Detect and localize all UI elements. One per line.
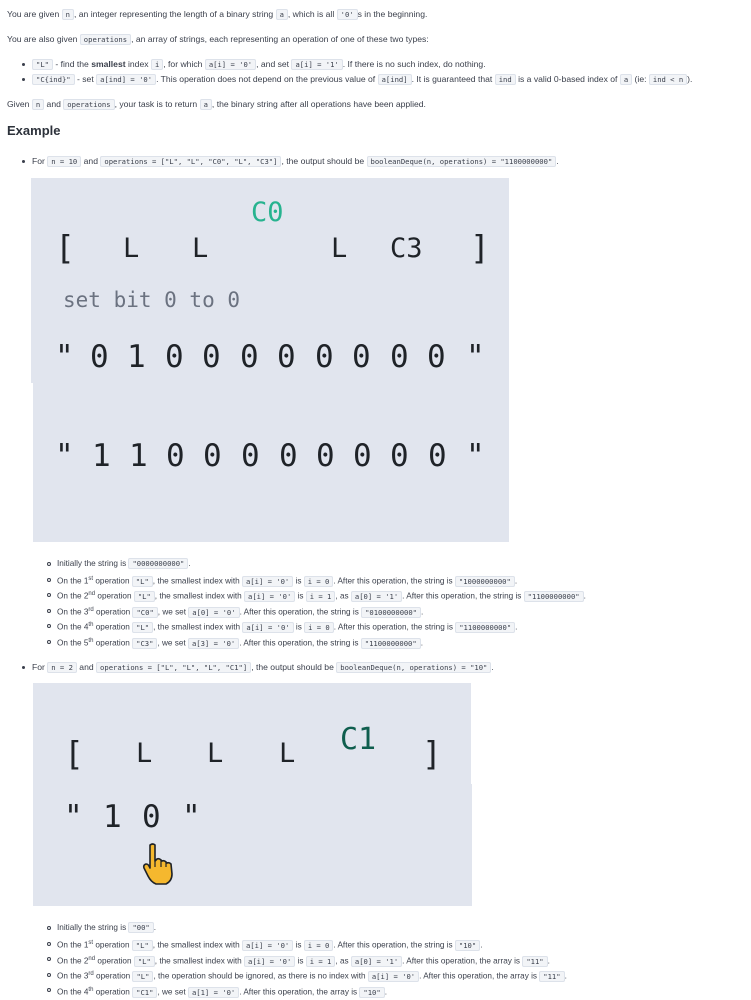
string-before-quote: " (466, 339, 485, 375)
sub-bullet (47, 942, 51, 946)
ex2-step-4: On the 4th operation "C1" , we set a[1] = '0' . After this operation, the array is "10" . (57, 987, 387, 997)
ex2-step-3: On the 3rd operation "L" , the operation should be ignored, as there is no index with a[i] = '0' . After this operation, the array is "11" . (57, 971, 567, 981)
sub-bullet (47, 578, 51, 582)
sub-bullet (47, 640, 51, 644)
bit-before: 0 (427, 339, 446, 375)
operations-close-bracket: ] (470, 228, 490, 267)
bit-after: 0 (428, 438, 447, 474)
ex1-step-1: On the 1st operation "L" , the smallest index with a[i] = '0' is i = 0 . After this operation, the string is "1000000000" . (57, 576, 518, 586)
bit-after: 0 (390, 438, 409, 474)
sub-bullet (47, 926, 51, 930)
ex2-step-2: On the 2nd operation "L" , the smallest index with a[i] = '0' is i = 1 , as a[0] = '1' . After this operation, the array is "11" . (57, 956, 550, 966)
bit-after: 0 (353, 438, 372, 474)
operations-open-bracket: [ (55, 228, 75, 267)
ex2-step-0: Initially the string is "00" . (57, 923, 157, 932)
string-quote: " (182, 799, 201, 835)
operation-label: L (331, 233, 348, 264)
ex1-step-5: On the 5th operation "C3" , we set a[3] = '0' . After this operation, the string is "1100000000" . (57, 638, 423, 648)
operation-label-active: C1 (340, 722, 377, 757)
ex1-step-0: Initially the string is "0000000000" . (57, 559, 191, 568)
operations-close-bracket: ] (422, 734, 442, 773)
bit-after: 1 (129, 438, 148, 474)
operation-label: L (207, 738, 224, 769)
bit: 1 (103, 799, 122, 835)
operation-label: L (136, 738, 153, 769)
bit-after: 1 (92, 438, 111, 474)
bullet (22, 78, 25, 81)
sub-bullet (47, 624, 51, 628)
operation-type-c: "C{ind}" - set a[ind] = '0' . This operation does not depend on the previous value of a[ind] . It is guaranteed that ind is a valid 0-based index of a (ie: ind < n ). (32, 73, 692, 86)
bit-before: 0 (277, 339, 296, 375)
ex2-step-1: On the 1st operation "L" , the smallest index with a[i] = '0' is i = 0 . After this operation, the string is "10" . (57, 940, 483, 950)
bit-after: 0 (241, 438, 260, 474)
operation-label: L (279, 738, 296, 769)
bit-after: 0 (316, 438, 335, 474)
string-after-quote: " (466, 438, 485, 474)
intro-paragraph-2: You are also given operations , an array of strings, each representing an operation of one of these two types: (7, 34, 429, 44)
example-1-line: For n = 10 and operations = ["L", "L", "C0", "L", "C3"] , the output should be booleanDeque(n, operations) = "1100000000" . (32, 156, 559, 166)
operation-type-l: "L" - find the smallest index i , for which a[i] = '0' , and set a[i] = '1' . If there is no such index, do nothing. (32, 58, 486, 71)
operation-label: L (123, 233, 140, 264)
string-after-quote: " (55, 438, 74, 474)
sub-bullet (47, 593, 51, 597)
bit: 0 (142, 799, 161, 835)
intro-paragraph-1: You are given n , an integer representing the length of a binary string a , which is all '0' s in the beginning. (7, 9, 428, 19)
sub-bullet (47, 973, 51, 977)
string-before-quote: " (55, 339, 74, 375)
bit-after: 0 (166, 438, 185, 474)
bit-before: 0 (315, 339, 334, 375)
pointer-hand-icon (141, 842, 177, 886)
sub-bullet (47, 609, 51, 613)
bit-after: 0 (279, 438, 298, 474)
ex1-step-2: On the 2nd operation "L" , the smallest index with a[i] = '0' is i = 1 , as a[0] = '1' . After this operation, the string is "1100000000" . (57, 591, 586, 601)
example-heading: Example (7, 123, 61, 138)
bit-before: 1 (127, 339, 146, 375)
bit-before: 0 (390, 339, 409, 375)
sub-bullet (47, 957, 51, 961)
bit-before: 0 (165, 339, 184, 375)
sub-bullet (47, 562, 51, 566)
bullet (22, 63, 25, 66)
operation-label: L (192, 233, 209, 264)
bit-before: 0 (352, 339, 371, 375)
operation-caption: set bit 0 to 0 (63, 288, 241, 312)
ex1-step-4: On the 4th operation "L" , the smallest index with a[i] = '0' is i = 0 . After this operation, the string is "1100000000" . (57, 622, 518, 632)
bit-before: 0 (90, 339, 109, 375)
ex1-step-3: On the 3rd operation "C0" , we set a[0] = '0' . After this operation, the string is "0100000000" . (57, 607, 424, 617)
example-2-animation-top (33, 683, 471, 784)
bullet (22, 666, 25, 669)
operations-open-bracket: [ (64, 734, 84, 773)
bit-after: 0 (203, 438, 222, 474)
sub-bullet (47, 988, 51, 992)
string-quote: " (64, 799, 83, 835)
example-2-line: For n = 2 and operations = ["L", "L", "L", "C1"] , the output should be booleanDeque(n, operations) = "10" . (32, 662, 494, 672)
example-2-animation-bottom (33, 784, 472, 906)
bit-before: 0 (202, 339, 221, 375)
intro-paragraph-3: Given n and operations , your task is to return a , the binary string after all operations have been applied. (7, 99, 426, 109)
bit-before: 0 (240, 339, 259, 375)
bullet (22, 160, 25, 163)
operation-label-active: C0 (251, 197, 284, 228)
operation-label: C3 (390, 233, 423, 264)
